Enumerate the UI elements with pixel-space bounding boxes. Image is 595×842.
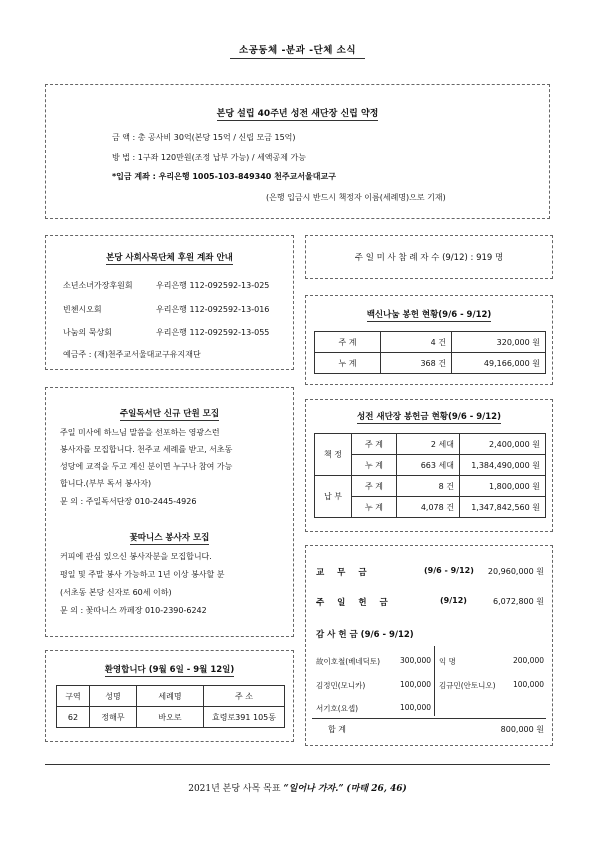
renovation-label: 누 계 bbox=[352, 455, 397, 476]
renovation-label: 주 계 bbox=[352, 434, 397, 455]
renovation-count: 663 세대 bbox=[397, 455, 460, 476]
thanks-amount: 100,000 bbox=[399, 680, 431, 689]
table-row bbox=[57, 707, 285, 728]
florist-contact: 문 의 : 꽃따니스 까페장 010-2390-6242 bbox=[60, 606, 207, 615]
renovation-count: 2 세대 bbox=[397, 434, 460, 455]
welcome-box bbox=[45, 650, 294, 742]
table-row bbox=[315, 476, 546, 497]
renovation-amount: 2,400,000 원 bbox=[460, 434, 546, 455]
footer bbox=[0, 781, 595, 794]
jumil-label: 주 일 헌 금 bbox=[316, 598, 393, 608]
vaccine-label: 주 계 bbox=[315, 332, 381, 353]
thanks-title: 감 사 헌 금 (9/6 - 9/12) bbox=[316, 630, 414, 640]
footer-rule bbox=[45, 764, 550, 765]
title-underline bbox=[230, 58, 365, 59]
welfare-account-2: 우리은행 112-092592-13-055 bbox=[156, 328, 270, 337]
renovation-count: 4,078 건 bbox=[397, 497, 460, 518]
gyomu-period: (9/6 - 9/12) bbox=[424, 566, 474, 575]
welfare-name-0: 소년소녀가장후원회 bbox=[63, 281, 133, 290]
vaccine-label: 누 계 bbox=[315, 353, 381, 374]
jumil-amount: 6,072,800 원 bbox=[493, 597, 544, 606]
reading-contact: 문 의 : 주일독서단장 010-2445-4926 bbox=[60, 497, 197, 506]
renovation-label: 주 계 bbox=[352, 476, 397, 497]
thanks-total-rule bbox=[312, 718, 546, 719]
renovation-count: 8 건 bbox=[397, 476, 460, 497]
renovation-label: 누 계 bbox=[352, 497, 397, 518]
footer-ref: (마태 26, 46) bbox=[346, 784, 407, 794]
vaccine-box bbox=[305, 295, 553, 385]
vaccine-amount: 49,166,000 원 bbox=[452, 353, 546, 374]
florist-body-1: 평일 및 주말 봉사 가능하고 1년 이상 봉사할 분 bbox=[60, 570, 225, 579]
thanks-name: 서기호(요셉) bbox=[316, 704, 359, 713]
welfare-name-1: 빈첸시오회 bbox=[63, 305, 102, 314]
renovation-box bbox=[305, 399, 553, 532]
renovation-table bbox=[314, 433, 546, 518]
thanks-total-label: 합 계 bbox=[328, 725, 346, 734]
thanks-total: 800,000 원 bbox=[500, 725, 544, 734]
recruitment-box bbox=[45, 387, 294, 637]
florist-title: 꽃따니스 봉사자 모집 bbox=[129, 533, 210, 543]
construction-title: 본당 설립 40주년 성전 새단장 신립 약정 bbox=[217, 106, 379, 121]
welfare-account-0: 우리은행 112-092592-13-025 bbox=[156, 281, 270, 290]
thanks-name: 김규민(안토니오) bbox=[439, 681, 496, 690]
vaccine-table bbox=[314, 331, 546, 374]
thanks-name: 익 명 bbox=[439, 657, 456, 666]
florist-body-0: 커피에 관심 있으신 봉사자분을 모집합니다. bbox=[60, 552, 212, 561]
vaccine-amount: 320,000 원 bbox=[452, 332, 546, 353]
renovation-amount: 1,347,842,560 원 bbox=[460, 497, 546, 518]
construction-method: 방 법 : 1구좌 120만원(조정 납부 가능) / 세액공제 가능 bbox=[112, 153, 306, 162]
welcome-cell: 정해무 bbox=[90, 707, 137, 728]
welcome-cell: 바오로 bbox=[137, 707, 204, 728]
welfare-name-2: 나눔의 묵상회 bbox=[63, 328, 112, 337]
footer-quote: “일어나 가자.” bbox=[283, 784, 344, 794]
vaccine-title: 백신나눔 봉헌 현황(9/6 - 9/12) bbox=[366, 310, 492, 320]
construction-account: *입금 계좌 : 우리은행 1005-103-849340 천주교서울대교구 bbox=[112, 172, 336, 181]
welcome-header: 구역 bbox=[57, 686, 90, 707]
construction-note: (은행 입금시 반드시 책정자 이름(세례명)으로 기재) bbox=[266, 193, 446, 202]
reading-body-1: 봉사자를 모집합니다. 천주교 세례를 받고, 서초동 bbox=[60, 445, 233, 454]
welcome-header: 세례명 bbox=[137, 686, 204, 707]
welcome-title: 환영합니다 (9월 6일 - 9월 12일) bbox=[104, 665, 235, 675]
welfare-title: 본당 사회사목단체 후원 계좌 안내 bbox=[106, 253, 233, 263]
attendance-box bbox=[305, 235, 553, 279]
welfare-accounts-box bbox=[45, 235, 294, 370]
renovation-amount: 1,384,490,000 원 bbox=[460, 455, 546, 476]
renovation-group: 책 정 bbox=[315, 434, 352, 476]
renovation-group: 납 부 bbox=[315, 476, 352, 518]
gyomu-amount: 20,960,000 원 bbox=[487, 567, 544, 576]
welcome-table bbox=[56, 685, 285, 728]
thanks-name: 김정민(모니카) bbox=[316, 681, 366, 690]
vaccine-count: 368 건 bbox=[381, 353, 452, 374]
renovation-title: 성전 새단장 봉헌금 현황(9/6 - 9/12) bbox=[357, 412, 501, 422]
gyomu-label: 교 무 금 bbox=[316, 568, 372, 578]
welcome-header: 주 소 bbox=[204, 686, 285, 707]
thanks-amount: 100,000 bbox=[512, 680, 544, 689]
table-row bbox=[315, 332, 546, 353]
thanks-amount: 200,000 bbox=[512, 656, 544, 665]
thanks-name: 故이호철(베네딕토) bbox=[316, 657, 381, 666]
finance-box bbox=[305, 545, 553, 746]
footer-prefix: 2021년 본당 사목 목표 bbox=[188, 784, 281, 794]
table-row bbox=[315, 353, 546, 374]
welcome-cell: 효령로391 105동 bbox=[204, 707, 285, 728]
table-row bbox=[315, 434, 546, 455]
reading-body-2: 성당에 교적을 두고 계신 분이면 누구나 참여 가능 bbox=[60, 462, 233, 471]
thanks-amount: 300,000 bbox=[399, 656, 431, 665]
attendance-text: 주 일 미 사 참 례 자 수 (9/12) : 919 명 bbox=[354, 253, 504, 263]
reading-body-3: 합니다.(부부 독서 봉사자) bbox=[60, 479, 152, 488]
table-row bbox=[57, 686, 285, 707]
reading-title: 주일독서단 신규 단원 모집 bbox=[119, 409, 220, 419]
jumil-period: (9/12) bbox=[440, 596, 467, 605]
welcome-cell: 62 bbox=[57, 707, 90, 728]
welfare-account-1: 우리은행 112-092592-13-016 bbox=[156, 305, 270, 314]
welfare-holder: 예금주 : (재)천주교서울대교구유지재단 bbox=[63, 350, 201, 359]
construction-amount: 금 액 : 총 공사비 30억(본당 15억 / 신립 모금 15억) bbox=[112, 133, 296, 142]
renovation-amount: 1,800,000 원 bbox=[460, 476, 546, 497]
page-title: 소공동체 -분과 -단체 소식 bbox=[238, 45, 357, 56]
welcome-header: 성명 bbox=[90, 686, 137, 707]
reading-body-0: 주일 미사에 하느님 말씀을 선포하는 영광스런 bbox=[60, 428, 220, 437]
construction-pledge-box bbox=[45, 84, 550, 219]
thanks-amount: 100,000 bbox=[399, 703, 431, 712]
vaccine-count: 4 건 bbox=[381, 332, 452, 353]
florist-body-2: (서초동 본당 신자로 60세 이하) bbox=[60, 588, 172, 597]
thanks-divider bbox=[434, 646, 435, 716]
